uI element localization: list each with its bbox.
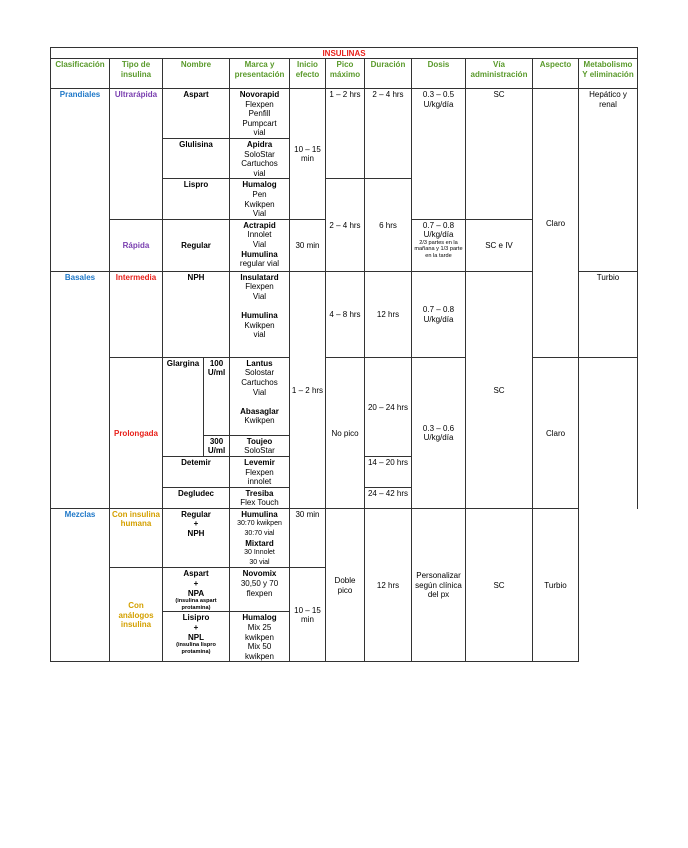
- type-ultrarapida: Ultrarápida: [110, 89, 163, 220]
- duration-nph: 12 hrs: [365, 271, 412, 357]
- dose-nph: 0.7 – 0.8 U/kg/día: [412, 271, 466, 357]
- header-duracion: Duración: [365, 59, 412, 89]
- type-intermedia: Intermedia: [110, 271, 163, 357]
- aspect-clear-2: Claro: [533, 357, 579, 508]
- brand-humulina-mix: Humulina 30:70 kwikpen 30:70 vial Mixtard 30 Innolet 30 vial: [230, 508, 290, 568]
- onset-rapid: 30 min: [290, 219, 326, 271]
- peak-nph: 4 – 8 hrs: [326, 271, 365, 357]
- route-rapid: SC e IV: [466, 219, 533, 271]
- brand-levemir: Levemir Flexpen innolet: [230, 456, 290, 487]
- header-dosis: Dosis: [412, 59, 466, 89]
- route-mix: SC: [466, 508, 533, 662]
- title-row: [51, 48, 638, 59]
- table-row: [51, 89, 638, 139]
- table-row: [51, 508, 638, 568]
- peak-lispro-rapid: 2 – 4 hrs: [326, 179, 365, 271]
- header-pico: Pico máximo: [326, 59, 365, 89]
- metabolism-top: Hepático y renal: [579, 89, 638, 272]
- onset-basal: 1 – 2 hrs: [290, 271, 326, 508]
- duration-aspart: 2 – 4 hrs: [365, 89, 412, 179]
- header-inicio: Inicio efecto: [290, 59, 326, 89]
- name-regular: Regular: [163, 219, 230, 271]
- duration-mix: 12 hrs: [365, 508, 412, 662]
- type-prolongada: Prolongada: [110, 357, 163, 508]
- glargina-100: 100 U/ml: [204, 357, 230, 435]
- header-metabolismo: Metabolismo Y eliminación: [579, 59, 638, 89]
- insulin-table: [50, 47, 638, 662]
- name-detemir: Detemir: [163, 456, 230, 487]
- name-regular-nph: Regular + NPH: [163, 508, 230, 568]
- route-basal: SC: [466, 271, 533, 508]
- header-tipo: Tipo de insulina: [110, 59, 163, 89]
- brand-apidra: Apidra SoloStar Cartuchos vial: [230, 138, 290, 178]
- brand-tresiba: Tresiba Flex Touch: [230, 487, 290, 508]
- name-glulisina: Glulisina: [163, 138, 230, 178]
- onset-mix-human: 30 min: [290, 508, 326, 568]
- name-nph: NPH: [163, 271, 230, 357]
- aspect-turbid-1: Turbio: [579, 271, 638, 357]
- onset-ultra: 10 – 15 min: [290, 89, 326, 220]
- header-clasificacion: Clasificación: [51, 59, 110, 89]
- peak-prolong: No pico: [326, 357, 365, 508]
- route-ultra: SC: [466, 89, 533, 220]
- dose-prolong: 0.3 – 0.6 U/kg/día: [412, 357, 466, 508]
- duration-detemir: 14 – 20 hrs: [365, 456, 412, 487]
- onset-mix-analog: 10 – 15 min: [290, 568, 326, 662]
- peak-aspart: 1 – 2 hrs: [326, 89, 365, 179]
- class-prandiales: Prandiales: [51, 89, 110, 272]
- brand-humalog-mix: Humalog Mix 25 kwikpen Mix 50 kwikpen: [230, 612, 290, 662]
- header-aspecto: Aspecto: [533, 59, 579, 89]
- aspect-turbid-2: Turbio: [533, 508, 579, 662]
- dose-rapid: 0.7 – 0.8 U/kg/día 2/3 partes en la mañana y 1/3 parte en la tarde: [412, 219, 466, 271]
- duration-degludec: 24 – 42 hrs: [365, 487, 412, 508]
- peak-mix: Doble pico: [326, 508, 365, 662]
- name-lispro-npl: Lisipro + NPL (insulina lispro protamina): [163, 612, 230, 662]
- class-mezclas: Mezclas: [51, 508, 110, 662]
- glargina-300: 300 U/ml: [204, 435, 230, 456]
- header-marca: Marca y presentación: [230, 59, 290, 89]
- name-aspart: Aspart: [163, 89, 230, 139]
- type-con-analogos: Con análogos insulina: [110, 568, 163, 662]
- table-title: INSULINAS: [51, 48, 638, 59]
- name-degludec: Degludec: [163, 487, 230, 508]
- brand-lantus: Lantus Solostar Cartuchos Vial Abasaglar Kwikpen: [230, 357, 290, 435]
- dose-ultra: 0.3 – 0.5 U/kg/día: [412, 89, 466, 220]
- brand-novomix: Novomix 30,50 y 70 flexpen: [230, 568, 290, 612]
- brand-toujeo: Toujeo SoloStar: [230, 435, 290, 456]
- header-via: Vía administración: [466, 59, 533, 89]
- name-aspart-npa: Aspart + NPA (insulina aspart protamina): [163, 568, 230, 612]
- class-basales: Basales: [51, 271, 110, 508]
- brand-humalog: Humalog Pen Kwikpen Vial: [230, 179, 290, 219]
- type-rapida: Rápida: [110, 219, 163, 271]
- header-nombre: Nombre: [163, 59, 230, 89]
- aspect-clear-1: Claro: [533, 89, 579, 358]
- duration-glargina: 20 – 24 hrs: [365, 357, 412, 456]
- duration-lispro-rapid: 6 hrs: [365, 179, 412, 271]
- brand-actrapid: Actrapid Innolet Vial Humulina regular vial: [230, 219, 290, 271]
- header-row: [51, 59, 638, 89]
- name-glargina: Glargina: [163, 357, 204, 456]
- type-con-humana: Con insulina humana: [110, 508, 163, 568]
- brand-novorapid: Novorapid Flexpen Penfill Pumpcart vial: [230, 89, 290, 139]
- table-row: [51, 357, 638, 435]
- name-lispro: Lispro: [163, 179, 230, 219]
- brand-insulatard: Insulatard Flexpen Vial Humulina Kwikpen vial: [230, 271, 290, 357]
- dose-mix: Personalizar según clínica del px: [412, 508, 466, 662]
